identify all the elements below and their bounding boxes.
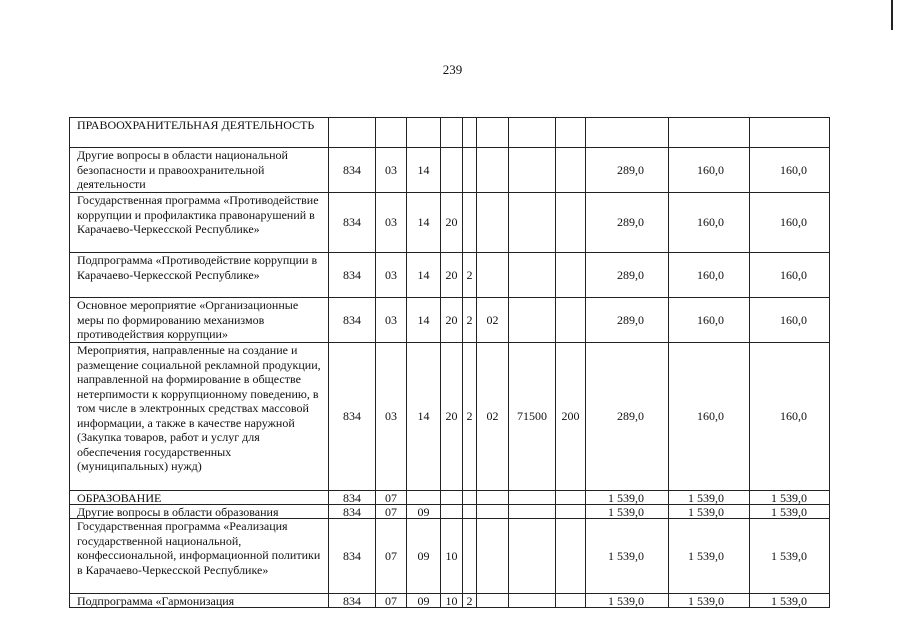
- cell-year-1: 1 539,0: [586, 594, 669, 608]
- cell-main-event: [477, 148, 509, 193]
- cell-rz: 07: [376, 519, 407, 594]
- cell-rz: 07: [376, 491, 407, 505]
- cell-program: 20: [441, 193, 463, 253]
- cell-year-3: 160,0: [750, 343, 830, 491]
- cell-year-2: 1 539,0: [669, 594, 750, 608]
- cell-program: [441, 491, 463, 505]
- cell-ved: 834: [329, 594, 376, 608]
- cell-year-1: 289,0: [586, 343, 669, 491]
- cell-ved: 834: [329, 193, 376, 253]
- cell-pr: 14: [407, 148, 441, 193]
- table-row: [70, 343, 830, 491]
- cell-year-2: 160,0: [669, 193, 750, 253]
- scan-edge-mark: [891, 0, 893, 30]
- cell-year-2: 1 539,0: [669, 505, 750, 519]
- cell-subprogram: [463, 193, 477, 253]
- cell-main-event: 02: [477, 298, 509, 343]
- cell-pr: [407, 491, 441, 505]
- cell-ved: 834: [329, 519, 376, 594]
- cell-subprogram: [463, 519, 477, 594]
- cell-program: 20: [441, 343, 463, 491]
- cell-program: [441, 118, 463, 148]
- cell-name: Государственная программа «Реализация государственной национальной, конфессиональной, информационной политики в Карачаево-Черкесской Республике»: [70, 519, 329, 594]
- cell-year-1: 289,0: [586, 253, 669, 298]
- cell-year-1: 1 539,0: [586, 491, 669, 505]
- cell-pr: 09: [407, 505, 441, 519]
- cell-direction: [509, 594, 556, 608]
- table-row: [70, 298, 830, 343]
- cell-year-3: 1 539,0: [750, 594, 830, 608]
- cell-year-3: 1 539,0: [750, 519, 830, 594]
- cell-program: 10: [441, 594, 463, 608]
- cell-year-3: [750, 118, 830, 148]
- cell-subprogram: 2: [463, 298, 477, 343]
- cell-vr: [556, 148, 586, 193]
- cell-main-event: [477, 193, 509, 253]
- cell-vr: [556, 193, 586, 253]
- cell-rz: 07: [376, 594, 407, 608]
- cell-pr: 14: [407, 298, 441, 343]
- cell-year-2: 160,0: [669, 298, 750, 343]
- cell-rz: [376, 118, 407, 148]
- cell-main-event: [477, 118, 509, 148]
- cell-vr: 200: [556, 343, 586, 491]
- cell-name: Другие вопросы в области национальной безопасности и правоохранительной деятельности: [70, 148, 329, 193]
- cell-pr: 14: [407, 193, 441, 253]
- cell-year-1: 289,0: [586, 298, 669, 343]
- table-body: [70, 118, 830, 608]
- cell-name: Подпрограмма «Гармонизация: [70, 594, 329, 608]
- cell-rz: 03: [376, 253, 407, 298]
- cell-main-event: 02: [477, 343, 509, 491]
- cell-subprogram: [463, 148, 477, 193]
- table-row: [70, 253, 830, 298]
- cell-program: [441, 505, 463, 519]
- cell-main-event: [477, 594, 509, 608]
- table-row: [70, 519, 830, 594]
- cell-ved: 834: [329, 253, 376, 298]
- cell-subprogram: 2: [463, 343, 477, 491]
- cell-direction: [509, 118, 556, 148]
- cell-ved: 834: [329, 148, 376, 193]
- cell-direction: [509, 193, 556, 253]
- cell-pr: 09: [407, 519, 441, 594]
- cell-rz: 03: [376, 298, 407, 343]
- cell-vr: [556, 118, 586, 148]
- cell-ved: 834: [329, 491, 376, 505]
- cell-rz: 03: [376, 148, 407, 193]
- cell-subprogram: 2: [463, 253, 477, 298]
- cell-pr: 09: [407, 594, 441, 608]
- cell-year-2: 160,0: [669, 253, 750, 298]
- cell-direction: [509, 253, 556, 298]
- cell-name: Мероприятия, направленные на создание и размещение социальной рекламной продукции, направленной на формирование в обществе нетерпимости к коррупционному поведению, в том числе в электронных средствах массовой информации, а также в качестве наружной (Закупка товаров, работ и услуг для обеспечения государственных (муниципальных) нужд): [70, 343, 329, 491]
- table-row: [70, 118, 830, 148]
- cell-name: ОБРАЗОВАНИЕ: [70, 491, 329, 505]
- cell-rz: 07: [376, 505, 407, 519]
- cell-name: Другие вопросы в области образования: [70, 505, 329, 519]
- cell-rz: 03: [376, 343, 407, 491]
- cell-name: Государственная программа «Противодействие коррупции и профилактика правонарушений в Карачаево-Черкесской Республике»: [70, 193, 329, 253]
- cell-pr: 14: [407, 343, 441, 491]
- cell-year-2: [669, 118, 750, 148]
- cell-year-2: 1 539,0: [669, 519, 750, 594]
- cell-direction: [509, 519, 556, 594]
- cell-program: 20: [441, 298, 463, 343]
- cell-vr: [556, 253, 586, 298]
- cell-subprogram: [463, 505, 477, 519]
- cell-name: Подпрограмма «Противодействие коррупции в Карачаево-Черкесской Республике»: [70, 253, 329, 298]
- cell-direction: [509, 505, 556, 519]
- cell-year-1: 1 539,0: [586, 505, 669, 519]
- cell-subprogram: [463, 491, 477, 505]
- cell-vr: [556, 519, 586, 594]
- cell-year-3: 1 539,0: [750, 505, 830, 519]
- table-row: [70, 148, 830, 193]
- cell-year-3: 160,0: [750, 298, 830, 343]
- cell-year-1: 289,0: [586, 148, 669, 193]
- cell-vr: [556, 298, 586, 343]
- cell-year-2: 1 539,0: [669, 491, 750, 505]
- cell-main-event: [477, 519, 509, 594]
- cell-direction: 71500: [509, 343, 556, 491]
- cell-rz: 03: [376, 193, 407, 253]
- cell-ved: 834: [329, 343, 376, 491]
- cell-pr: [407, 118, 441, 148]
- cell-vr: [556, 505, 586, 519]
- cell-year-1: 1 539,0: [586, 519, 669, 594]
- cell-year-3: 160,0: [750, 193, 830, 253]
- cell-program: 10: [441, 519, 463, 594]
- cell-year-2: 160,0: [669, 148, 750, 193]
- table-row: [70, 594, 830, 608]
- cell-name: Основное мероприятие «Организационные меры по формированию механизмов противодействия коррупции»: [70, 298, 329, 343]
- cell-main-event: [477, 505, 509, 519]
- table-row: [70, 491, 830, 505]
- cell-vr: [556, 491, 586, 505]
- table-row: [70, 193, 830, 253]
- cell-direction: [509, 491, 556, 505]
- budget-table: [69, 117, 830, 608]
- cell-subprogram: 2: [463, 594, 477, 608]
- cell-program: 20: [441, 253, 463, 298]
- cell-ved: 834: [329, 505, 376, 519]
- cell-year-2: 160,0: [669, 343, 750, 491]
- cell-subprogram: [463, 118, 477, 148]
- cell-program: [441, 148, 463, 193]
- cell-year-3: 160,0: [750, 253, 830, 298]
- cell-pr: 14: [407, 253, 441, 298]
- cell-year-1: [586, 118, 669, 148]
- cell-year-3: 160,0: [750, 148, 830, 193]
- cell-vr: [556, 594, 586, 608]
- cell-year-1: 289,0: [586, 193, 669, 253]
- cell-name: ПРАВООХРАНИТЕЛЬНАЯ ДЕЯТЕЛЬНОСТЬ: [70, 118, 329, 148]
- cell-main-event: [477, 253, 509, 298]
- cell-year-3: 1 539,0: [750, 491, 830, 505]
- cell-direction: [509, 148, 556, 193]
- cell-main-event: [477, 491, 509, 505]
- cell-ved: 834: [329, 298, 376, 343]
- page-number: 239: [442, 62, 463, 77]
- cell-ved: [329, 118, 376, 148]
- cell-direction: [509, 298, 556, 343]
- table-row: [70, 505, 830, 519]
